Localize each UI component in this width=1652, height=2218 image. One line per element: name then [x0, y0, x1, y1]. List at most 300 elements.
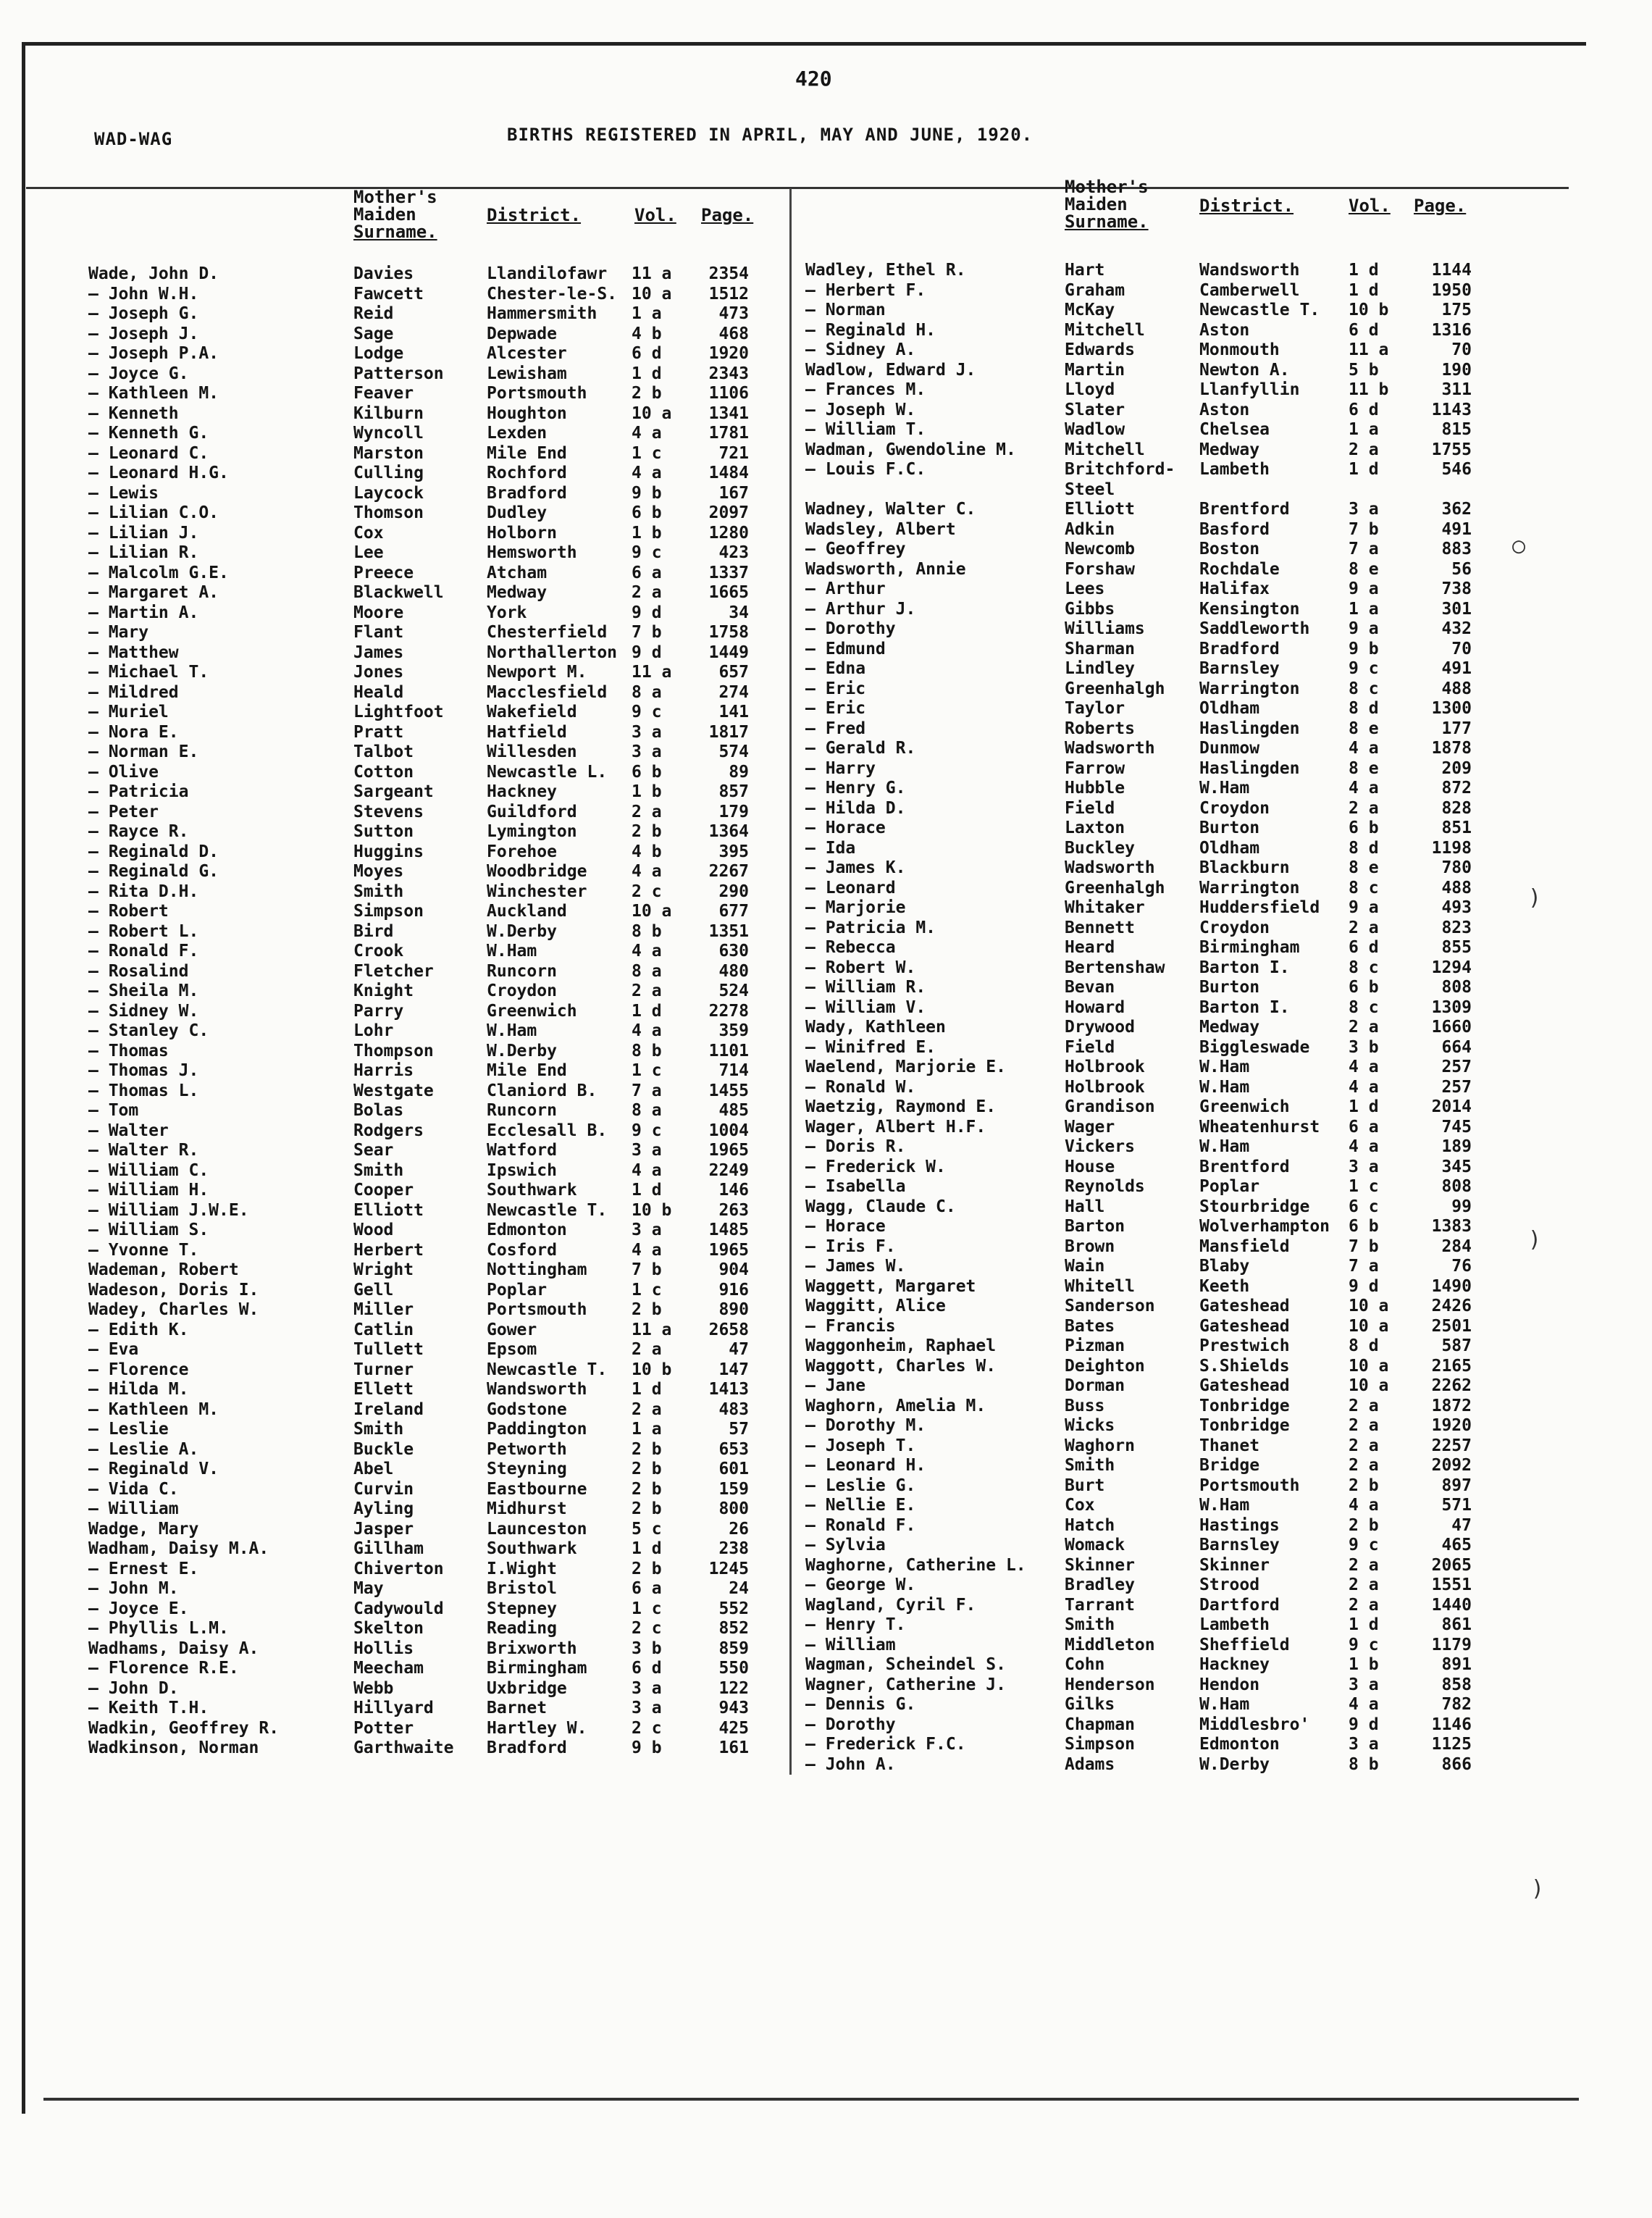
entry-name: — Edmund: [805, 639, 886, 658]
entry-maiden-surname: Howard: [1065, 997, 1125, 1017]
entry-row: [88, 1321, 755, 1341]
entry-row: [805, 659, 1472, 679]
entry-row: [88, 763, 755, 783]
entry-volume: 7 a: [632, 1081, 662, 1100]
left-header-district: District.: [487, 205, 582, 225]
left-entry-list: [88, 264, 755, 1759]
entry-volume: 8 e: [1349, 559, 1379, 579]
entry-district: Croydon: [1199, 918, 1270, 937]
entry-name: Wadsworth, Annie: [805, 559, 966, 579]
entry-row: [805, 619, 1472, 640]
entry-maiden-surname: Flant: [353, 623, 404, 642]
entry-district: Birmingham: [487, 1659, 587, 1678]
entry-maiden-surname: Graham: [1065, 280, 1125, 300]
entry-district: Gateshead: [1199, 1297, 1290, 1315]
entry-volume: 11 a: [1349, 340, 1389, 359]
entry-row: [88, 663, 755, 683]
entry-volume: 3 a: [632, 1678, 662, 1698]
entry-district: Epsom: [487, 1340, 537, 1359]
entry-maiden-surname: Waghorn: [1065, 1436, 1135, 1455]
entry-maiden-surname: Pratt: [353, 722, 404, 742]
entry-page: 858: [1441, 1675, 1472, 1694]
entry-district: Bridge: [1199, 1456, 1260, 1475]
entry-volume: 3 a: [1349, 1675, 1379, 1694]
entry-district: Barnsley: [1199, 659, 1280, 678]
entry-name: Wagman, Scheindel S.: [805, 1655, 1006, 1674]
entry-page: 866: [1441, 1754, 1472, 1774]
entry-district: Aston: [1199, 320, 1250, 340]
entry-row: [88, 822, 755, 842]
entry-district: Edmonton: [1199, 1735, 1280, 1754]
entry-maiden-surname: Hubble: [1065, 779, 1125, 798]
entry-district: Runcorn: [487, 961, 557, 981]
entry-page: 345: [1441, 1157, 1472, 1176]
entry-district: Tonbridge: [1199, 1396, 1290, 1415]
entry-page: 488: [1441, 878, 1472, 897]
entry-maiden-surname: Bradley: [1065, 1575, 1135, 1594]
entry-maiden-surname: Simpson: [1065, 1735, 1135, 1754]
entry-page: 1440: [1431, 1595, 1472, 1615]
entry-district: W.Ham: [1199, 1058, 1250, 1076]
entry-row: [805, 540, 1472, 560]
entry-page: 1144: [1431, 261, 1472, 280]
entry-row: [88, 484, 755, 504]
entry-volume: 9 c: [1349, 659, 1379, 678]
entry-name: — Henry T.: [805, 1615, 906, 1634]
entry-name: Waggonheim, Raphael: [805, 1336, 997, 1355]
entry-district: Northallerton: [487, 643, 618, 662]
entry-name: — Eric: [805, 679, 866, 698]
entry-district: W.Ham: [1199, 1496, 1250, 1515]
entry-volume: 7 b: [632, 623, 662, 642]
entry-page: 601: [718, 1460, 749, 1478]
entry-page: 1300: [1431, 699, 1472, 718]
entry-name: — Lilian J.: [88, 523, 199, 543]
entry-row: [805, 1257, 1472, 1277]
entry-maiden-surname: Laxton: [1065, 819, 1125, 837]
entry-volume: 7 b: [1349, 1236, 1379, 1256]
entry-page: 175: [1441, 301, 1472, 319]
entry-name: — Norman E.: [88, 742, 199, 761]
entry-row: [805, 1655, 1472, 1675]
entry-row: [88, 723, 755, 743]
entry-district: Ecclesall B.: [487, 1121, 608, 1140]
entry-row: [88, 1599, 755, 1620]
entry-maiden-surname: Williams: [1065, 619, 1145, 638]
entry-page: 1351: [708, 921, 749, 941]
entry-volume: 9 c: [1349, 1635, 1379, 1654]
entry-page: 1484: [708, 464, 749, 482]
entry-volume: 4 a: [632, 1240, 662, 1260]
entry-name: — William: [88, 1499, 179, 1518]
entry-page: 1101: [708, 1041, 749, 1060]
entry-row: [88, 1042, 755, 1062]
entry-maiden-surname: Bevan: [1065, 978, 1115, 997]
entry-name: — Joyce G.: [88, 364, 189, 383]
entry-page: 828: [1441, 798, 1472, 818]
entry-district: Houghton: [487, 403, 567, 423]
entry-maiden-surname: Wadlow: [1065, 420, 1125, 439]
entry-name: — Ronald F.: [88, 942, 199, 961]
entry-district: Halifax: [1199, 579, 1270, 598]
entry-page: 571: [1441, 1496, 1472, 1515]
entry-district: Greenwich: [487, 1001, 577, 1021]
entry-volume: 7 b: [1349, 519, 1379, 539]
entry-row: [805, 579, 1472, 600]
entry-volume: 2 b: [632, 1300, 662, 1319]
entry-name: — William T.: [805, 420, 926, 439]
entry-row: [88, 524, 755, 544]
entry-row: [805, 1536, 1472, 1556]
entry-row: [805, 679, 1472, 700]
entry-volume: 11 a: [632, 663, 672, 682]
entry-page: 2426: [1431, 1297, 1472, 1315]
page-border-top: [22, 42, 1586, 46]
entry-district: Atcham: [487, 563, 548, 582]
entry-district: Gower: [487, 1320, 537, 1339]
entry-maiden-surname: Miller: [353, 1300, 414, 1319]
entry-row: [805, 699, 1472, 719]
entry-page: 311: [1441, 380, 1472, 399]
entry-page: 146: [718, 1181, 749, 1200]
entry-page: 852: [718, 1619, 749, 1638]
entry-row: [88, 1440, 755, 1460]
entry-page: 1106: [708, 384, 749, 403]
entry-row: [88, 942, 755, 962]
entry-name: — Edith K.: [88, 1320, 189, 1339]
entry-volume: 9 d: [1349, 1715, 1379, 1734]
entry-row: [88, 304, 755, 325]
entry-district: Stepney: [487, 1599, 557, 1618]
entry-volume: 3 a: [632, 1699, 662, 1717]
entry-page: 1485: [708, 1221, 749, 1239]
entry-name: — Joseph T.: [805, 1436, 916, 1455]
entry-name: — Reginald G.: [88, 862, 219, 881]
entry-page: 1758: [708, 623, 749, 642]
entry-volume: 8 e: [1349, 758, 1379, 778]
entry-row: [805, 938, 1472, 958]
entry-page: 1341: [708, 403, 749, 423]
entry-page: 808: [1441, 1177, 1472, 1196]
entry-volume: 1 c: [632, 443, 662, 463]
entry-volume: 2 a: [1349, 798, 1379, 818]
entry-row: [88, 1719, 755, 1739]
entry-name: Wade, John D.: [88, 264, 219, 283]
entry-district: Mile End: [487, 443, 567, 463]
entry-page: 423: [718, 543, 749, 562]
entry-volume: 9 c: [632, 703, 662, 721]
entry-row: [88, 264, 755, 285]
entry-page: 916: [718, 1280, 749, 1300]
entry-maiden-surname: Lloyd: [1065, 380, 1115, 399]
entry-maiden-surname: Grandison: [1065, 1097, 1155, 1116]
entry-district: Eastbourne: [487, 1479, 587, 1499]
entry-volume: 10 a: [1349, 1356, 1389, 1376]
entry-page: 738: [1441, 579, 1472, 598]
entry-district: Portsmouth: [1199, 1476, 1300, 1495]
entry-name: — William J.W.E.: [88, 1200, 249, 1220]
entry-maiden-surname: Thompson: [353, 1041, 434, 1060]
entry-name: — Ernest E.: [88, 1559, 199, 1578]
entry-maiden-surname: Wyncoll: [353, 424, 424, 443]
entry-name: Waetzig, Raymond E.: [805, 1097, 997, 1116]
entry-page: 141: [718, 703, 749, 721]
entry-row: [88, 1639, 755, 1660]
entry-page: 1512: [708, 284, 749, 304]
entry-page: 1337: [708, 563, 749, 582]
entry-maiden-surname: Abel: [353, 1460, 394, 1478]
entry-volume: 8 b: [632, 921, 662, 941]
entry-page: 179: [718, 802, 749, 821]
entry-page: 943: [718, 1699, 749, 1717]
entry-district: Godstone: [487, 1399, 567, 1419]
entry-volume: 9 d: [632, 603, 662, 622]
entry-district: Haslingden: [1199, 719, 1300, 738]
entry-district: Winchester: [487, 882, 587, 901]
entry-district: Uxbridge: [487, 1678, 567, 1698]
entry-row: [88, 643, 755, 664]
entry-volume: 1 d: [1349, 460, 1379, 479]
entry-district: Lewisham: [487, 364, 567, 383]
entry-maiden-surname: Steel: [1065, 480, 1115, 499]
entry-volume: 1 a: [632, 1420, 662, 1439]
entry-row: [88, 1141, 755, 1161]
entry-district: Llandilofawr: [487, 264, 608, 283]
left-header-vol: Vol.: [634, 205, 676, 225]
entry-row: [805, 1596, 1472, 1616]
entry-volume: 2 c: [632, 1718, 662, 1738]
entry-row: [88, 862, 755, 882]
entry-page: 1280: [708, 523, 749, 543]
entry-volume: 2 b: [632, 822, 662, 841]
entry-district: Wolverhampton: [1199, 1217, 1330, 1236]
left-header-page: Page.: [701, 205, 754, 225]
entry-page: 473: [718, 304, 749, 323]
entry-district: Portsmouth: [487, 1300, 587, 1319]
entry-row: [805, 1376, 1472, 1397]
entry-maiden-surname: Taylor: [1065, 699, 1125, 718]
entry-row: [805, 301, 1472, 321]
entry-volume: 1 c: [1349, 1177, 1379, 1196]
entry-district: Llanfyllin: [1199, 380, 1300, 399]
entry-volume: 1 d: [1349, 280, 1379, 300]
entry-row: [88, 603, 755, 624]
entry-row: [88, 1619, 755, 1639]
entry-maiden-surname: Feaver: [353, 384, 414, 403]
header-maiden-line3: Surname.: [1065, 212, 1149, 232]
entry-page: 465: [1441, 1536, 1472, 1554]
entry-maiden-surname: Pizman: [1065, 1336, 1125, 1355]
entry-page: 2257: [1431, 1436, 1472, 1455]
entry-volume: 6 b: [1349, 819, 1379, 837]
entry-maiden-surname: Henderson: [1065, 1675, 1155, 1694]
entry-page: 800: [718, 1499, 749, 1518]
entry-maiden-surname: Holbrook: [1065, 1077, 1145, 1097]
entry-district: Nottingham: [487, 1260, 587, 1279]
entry-district: Edmonton: [487, 1221, 567, 1239]
entry-name: — Rita D.H.: [88, 882, 199, 901]
entry-district: I.Wight: [487, 1559, 557, 1578]
entry-page: 1551: [1431, 1575, 1472, 1594]
entry-name: Wadkinson, Norman: [88, 1738, 259, 1757]
entry-page: 238: [718, 1539, 749, 1558]
entry-name: — John M.: [88, 1579, 179, 1598]
header-rule: [26, 187, 1569, 189]
entry-maiden-surname: Lees: [1065, 579, 1105, 598]
entry-district: Midhurst: [487, 1499, 567, 1518]
entry-page: 1245: [708, 1559, 749, 1578]
entry-district: Camberwell: [1199, 280, 1300, 300]
entry-volume: 2 a: [632, 583, 662, 602]
entry-page: 823: [1441, 918, 1472, 937]
entry-page: 2354: [708, 264, 749, 283]
range-code: WAD-WAG: [94, 129, 173, 149]
entry-name: Wadham, Daisy M.A.: [88, 1539, 269, 1558]
entry-maiden-surname: Sharman: [1065, 639, 1135, 658]
entry-volume: 6 a: [1349, 1117, 1379, 1137]
right-entry-list: [805, 261, 1472, 1775]
entry-maiden-surname: Martin: [1065, 360, 1125, 380]
entry-district: Haslingden: [1199, 758, 1300, 778]
entry-district: Claniord B.: [487, 1081, 598, 1100]
entry-name: — Frederick F.C.: [805, 1735, 966, 1754]
entry-maiden-surname: Gillham: [353, 1539, 424, 1558]
entry-name: Waghorn, Amelia M.: [805, 1396, 986, 1415]
entry-row: [805, 1217, 1472, 1237]
entry-maiden-surname: Bertenshaw: [1065, 958, 1165, 977]
entry-row: [88, 623, 755, 643]
entry-page: 485: [718, 1101, 749, 1120]
entry-district: Kensington: [1199, 599, 1300, 619]
entry-page: 1449: [708, 643, 749, 662]
entry-district: Barnet: [487, 1699, 548, 1717]
entry-row: [88, 344, 755, 364]
entry-maiden-surname: Edwards: [1065, 340, 1135, 359]
entry-page: 851: [1441, 819, 1472, 837]
entry-maiden-surname: Deighton: [1065, 1356, 1145, 1376]
entry-row: [88, 1460, 755, 1480]
entry-page: 284: [1441, 1236, 1472, 1256]
entry-volume: 1 d: [1349, 261, 1379, 280]
entry-district: Forehoe: [487, 842, 557, 861]
entry-row: [805, 759, 1472, 779]
entry-page: 290: [718, 882, 749, 901]
entry-name: — Jane: [805, 1376, 866, 1395]
column-divider: [789, 188, 792, 1775]
left-header-maiden: [353, 188, 437, 240]
entry-volume: 4 a: [1349, 1695, 1379, 1714]
entry-district: Poplar: [487, 1280, 548, 1300]
entry-row: [88, 1260, 755, 1281]
entry-row: [88, 1579, 755, 1599]
entry-district: Willesden: [487, 742, 577, 761]
entry-maiden-surname: Curvin: [353, 1479, 414, 1499]
entry-row: [805, 799, 1472, 819]
entry-row: [805, 1456, 1472, 1476]
entry-name: — Lilian R.: [88, 543, 199, 562]
entry-row: [805, 719, 1472, 740]
entry-maiden-surname: House: [1065, 1157, 1115, 1176]
entry-volume: 6 d: [632, 344, 662, 363]
entry-name: — James W.: [805, 1257, 906, 1276]
page-heading: BIRTHS REGISTERED IN APRIL, MAY AND JUNE, 1920.: [507, 125, 1033, 145]
entry-maiden-surname: Greenhalgh: [1065, 878, 1165, 897]
entry-district: Reading: [487, 1619, 557, 1638]
entry-volume: 2 b: [632, 1439, 662, 1459]
entry-maiden-surname: Whitaker: [1065, 898, 1145, 917]
entry-page: 2092: [1431, 1456, 1472, 1475]
entry-name: — John D.: [88, 1678, 179, 1698]
entry-volume: 9 d: [1349, 1276, 1379, 1296]
entry-name: — Geoffrey: [805, 540, 906, 558]
entry-name: — Ronald F.: [805, 1515, 916, 1535]
entry-maiden-surname: Forshaw: [1065, 559, 1135, 579]
entry-volume: 1 d: [632, 364, 662, 383]
entry-maiden-surname: Moore: [353, 603, 404, 622]
entry-row: [805, 640, 1472, 660]
entry-volume: 4 a: [1349, 1496, 1379, 1515]
entry-district: Newcastle T.: [487, 1360, 608, 1379]
entry-district: Oldham: [1199, 699, 1260, 718]
entry-row: [805, 958, 1472, 979]
entry-volume: 9 a: [1349, 898, 1379, 917]
entry-name: — Margaret A.: [88, 583, 219, 602]
entry-name: — Lewis: [88, 483, 159, 503]
entry-row: [88, 982, 755, 1002]
entry-volume: 4 a: [1349, 1058, 1379, 1076]
entry-district: Newcastle T.: [487, 1200, 608, 1220]
entry-row: [805, 819, 1472, 839]
entry-volume: 9 c: [1349, 1536, 1379, 1554]
entry-name: — Malcolm G.E.: [88, 563, 229, 582]
entry-volume: 3 a: [632, 1141, 662, 1160]
entry-volume: 6 d: [1349, 938, 1379, 957]
entry-maiden-surname: Catlin: [353, 1320, 414, 1339]
entry-volume: 1 b: [632, 523, 662, 543]
entry-name: — Winifred E.: [805, 1037, 936, 1057]
entry-page: 883: [1441, 540, 1472, 558]
entry-district: Lexden: [487, 424, 548, 443]
entry-maiden-surname: Blackwell: [353, 583, 444, 602]
entry-page: 2014: [1431, 1097, 1472, 1116]
entry-row: [805, 1416, 1472, 1436]
entry-name: — William R.: [805, 978, 926, 997]
entry-district: Strood: [1199, 1575, 1260, 1594]
entry-district: Hastings: [1199, 1515, 1280, 1535]
entry-volume: 2 b: [632, 384, 662, 403]
entry-name: — Tom: [88, 1101, 139, 1120]
entry-maiden-surname: Buckle: [353, 1439, 414, 1459]
entry-maiden-surname: Cadywould: [353, 1599, 444, 1618]
entry-name: Wager, Albert H.F.: [805, 1117, 986, 1137]
entry-volume: 2 c: [632, 1619, 662, 1638]
entry-volume: 6 b: [632, 762, 662, 782]
entry-maiden-surname: James: [353, 643, 404, 662]
entry-row: [805, 1018, 1472, 1038]
entry-maiden-surname: Marston: [353, 443, 424, 463]
entry-row: [805, 839, 1472, 859]
entry-district: W.Ham: [1199, 1137, 1250, 1156]
entry-page: 745: [1441, 1117, 1472, 1137]
entry-district: Portsmouth: [487, 384, 587, 403]
entry-name: — Vida C.: [88, 1479, 179, 1499]
entry-maiden-surname: Jones: [353, 663, 404, 682]
entry-maiden-surname: Wain: [1065, 1257, 1105, 1276]
entry-volume: 6 a: [632, 1579, 662, 1598]
entry-row: [805, 1476, 1472, 1497]
entry-row: [88, 1101, 755, 1121]
entry-row: [88, 882, 755, 903]
